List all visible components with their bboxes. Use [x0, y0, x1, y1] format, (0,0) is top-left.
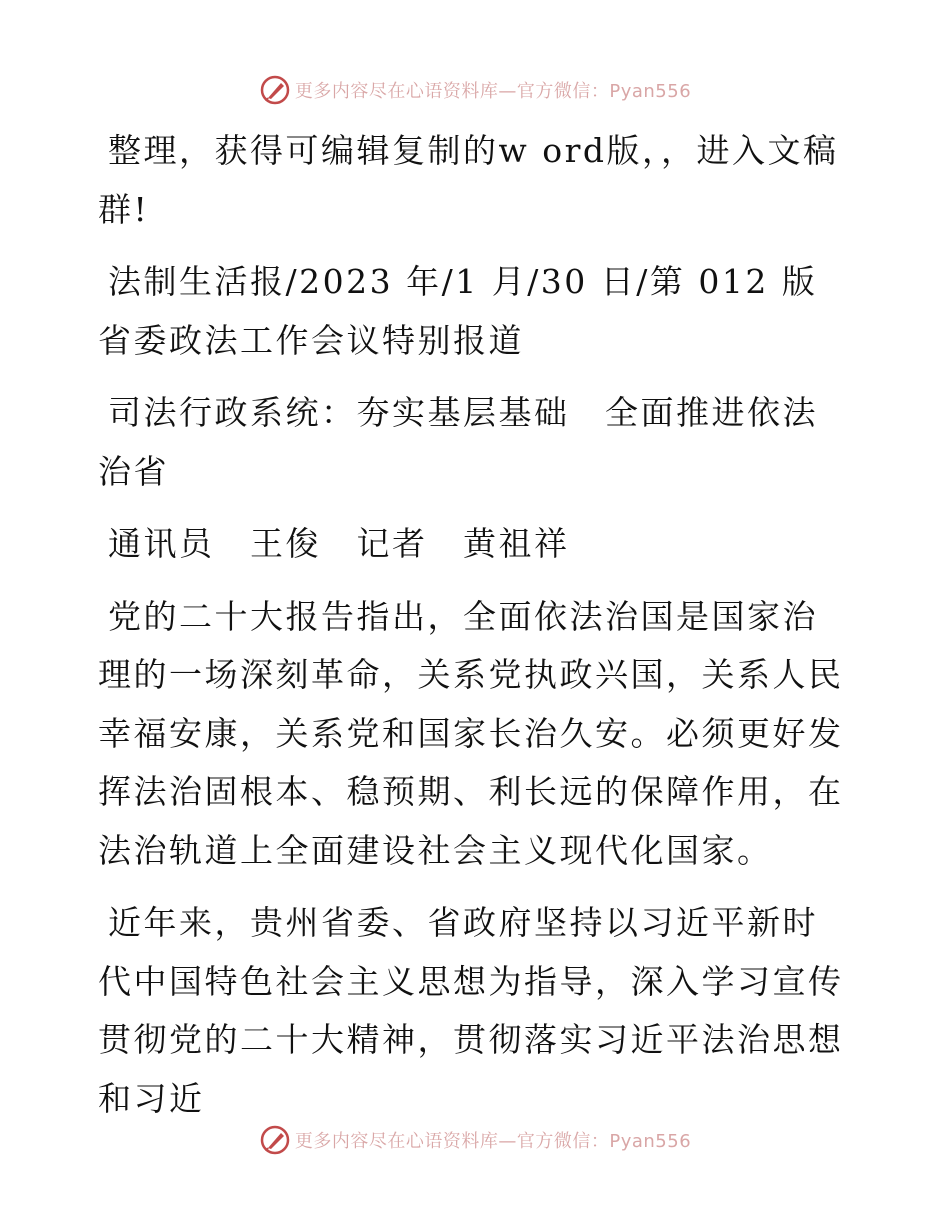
header-watermark	[0, 70, 950, 110]
watermark-label: 更多内容尽在心语资料库—官方微信：	[294, 81, 610, 102]
watermark-handle: Pyan556	[609, 81, 692, 102]
article-byline: 通讯员 王俊 记者 黄祖祥	[108, 524, 570, 563]
paragraph-body-1: 党的二十大报告指出，全面依法治国是国家治理的一场深刻革命，关系党执政兴国，关系人民幸福安康，关系党和国家长治久安。必须更好发挥法治固根本、稳预期、利长远的保障作用，在法治轨道上全面建设社会主义现代化国家。	[98, 596, 844, 870]
article-title: 司法行政系统：夯实基层基础 全面推进依法治省	[98, 393, 818, 491]
watermark-text	[295, 77, 691, 103]
watermark-handle: Pyan556	[609, 1131, 692, 1152]
quill-pen-icon	[259, 1124, 291, 1156]
paragraph-body-2: 近年来，贵州省委、省政府坚持以习近平新时代中国特色社会主义思想为指导，深入学习宣传贯彻党的二十大精神，贯彻落实习近平法治思想和习近	[98, 903, 844, 1118]
paragraph-source: 法制生活报/2023 年/1 月/30 日/第 012 版省委政法工作会议特别报道	[98, 262, 818, 360]
paragraph-intro: 整理，获得可编辑复制的w ord版，，进入文稿群!	[98, 131, 839, 229]
quill-pen-icon	[259, 74, 291, 106]
watermark-text	[295, 1127, 691, 1153]
document-body	[98, 122, 850, 1142]
watermark-label: 更多内容尽在心语资料库—官方微信：	[294, 1131, 610, 1152]
footer-watermark	[0, 1120, 950, 1160]
